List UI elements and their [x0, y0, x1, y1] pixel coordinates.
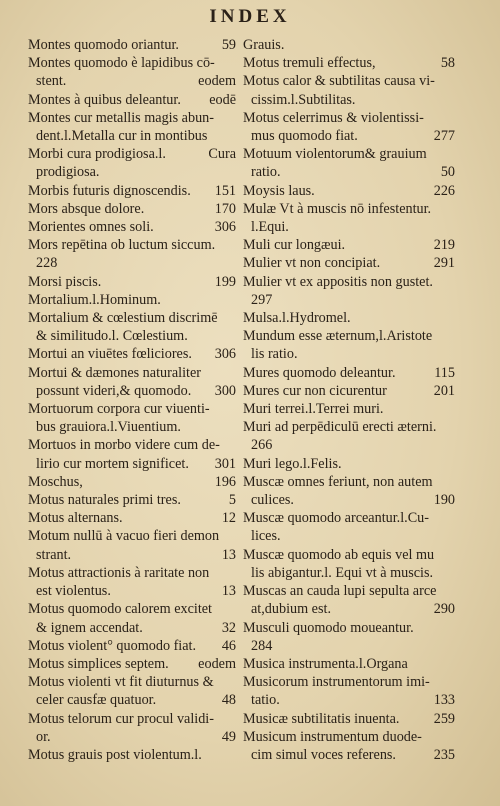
entry-text: Mortalium & cœlestium discrimē	[28, 310, 218, 327]
entry-text: est violentus.	[36, 583, 111, 600]
entry-text: stent.	[36, 73, 67, 90]
entry-text: Montes cur metallis magis abun-	[28, 109, 214, 126]
entry-text: Muscæ omnes feriunt, non autem	[243, 473, 433, 490]
entry-text: 228	[36, 255, 58, 272]
entry-page-number: 306	[214, 219, 236, 236]
entry-text: Mortuos in morbo videre cum de-	[28, 437, 220, 454]
index-entry	[28, 36, 236, 54]
index-column-right	[243, 36, 455, 764]
entry-text: Mortuorum corpora cur viuenti-	[28, 401, 210, 418]
entry-page-number: 196	[214, 473, 236, 490]
entry-page-number: 300	[214, 382, 236, 399]
entry-page-number: 115	[434, 364, 455, 381]
index-entry	[28, 418, 236, 436]
entry-text: Motus grauis post violentum.l.	[28, 746, 202, 763]
entry-text: Montes quomodo oriantur.	[28, 37, 179, 53]
entry-text: Morbis futuris dignoscendis.	[28, 182, 191, 199]
index-entry	[28, 400, 236, 418]
entry-text: Montes à quibus deleantur.	[28, 91, 181, 108]
entry-text: Motus simplices septem.	[28, 655, 169, 672]
index-entry	[28, 91, 236, 109]
entry-text: Mulsa.l.Hydromel.	[243, 310, 351, 327]
entry-text: Mors absque dolore.	[28, 200, 145, 217]
entry-page-number: 13	[221, 583, 236, 600]
entry-text: Mortui & dæmones naturaliter	[28, 364, 201, 381]
entry-text: Motus quomodo calorem excitet	[28, 601, 213, 618]
index-entry	[28, 527, 236, 545]
entry-text: Mures quomodo deleantur.	[243, 364, 396, 381]
entry-page-number: 48	[221, 692, 236, 709]
entry-page-number: 306	[214, 346, 236, 363]
entry-text: cim simul voces referens.	[251, 746, 396, 763]
entry-page-number: 235	[433, 746, 455, 763]
index-entry	[28, 455, 236, 473]
entry-text: Motus violenti vt fit diuturnus &	[28, 674, 214, 691]
index-entry	[28, 473, 236, 491]
index-entry	[28, 200, 236, 218]
entry-page-number: 170	[214, 200, 236, 217]
index-entry	[28, 345, 236, 363]
entry-text: possunt videri,& quomodo.	[36, 382, 192, 399]
entry-page-number: 259	[433, 710, 455, 727]
index-entry	[243, 400, 455, 418]
index-entry	[28, 546, 236, 564]
entry-text: Motus celerrimus & violentissi-	[243, 109, 424, 126]
entry-text: culices.	[251, 492, 294, 509]
entry-text: Mures cur non cicurentur	[243, 382, 387, 399]
entry-page-number: 58	[440, 55, 455, 72]
entry-text: Morientes omnes soli.	[28, 219, 154, 236]
entry-text: lirio cur mortem significet.	[36, 455, 189, 472]
entry-text: l.Equi.	[251, 219, 289, 236]
entry-text: tatio.	[251, 692, 280, 709]
entry-page-number: 49	[221, 728, 236, 745]
index-entry	[243, 728, 455, 746]
entry-text: Moysis laus.	[243, 182, 315, 199]
entry-text: Mulier vt non concipiat.	[243, 255, 381, 272]
entry-page-number: 277	[433, 128, 455, 145]
index-entry	[243, 109, 455, 127]
entry-text: Motus alternans.	[28, 510, 123, 527]
entry-text: bus grauiora.l.Viuentium.	[36, 419, 181, 436]
entry-text: Motuum violentorum& grauium	[243, 146, 427, 163]
index-entry	[243, 673, 455, 691]
index-entry	[28, 655, 236, 673]
index-entry	[28, 710, 236, 728]
entry-text: cissim.l.Subtilitas.	[251, 91, 356, 108]
entry-text: Motus telorum cur procul validi-	[28, 710, 214, 727]
entry-page-number: 190	[433, 492, 455, 509]
entry-text: Musica instrumenta.l.Organa	[243, 655, 408, 672]
entry-text: Mundum esse æternum,l.Aristote	[243, 328, 433, 345]
index-entry	[28, 327, 236, 345]
index-entry	[243, 619, 455, 637]
index-entry	[28, 236, 236, 254]
entry-text: Muscæ quomodo ab equis vel mu	[243, 546, 435, 563]
index-entry	[28, 491, 236, 509]
entry-text: Motus naturales primi tres.	[28, 492, 181, 509]
entry-page-number: 151	[214, 182, 236, 199]
entry-page-number: 50	[440, 164, 455, 181]
entry-text: 297	[251, 291, 273, 308]
index-entry	[243, 54, 455, 72]
index-entry	[243, 564, 455, 582]
entry-text: Motus calor & subtilitas causa vi-	[243, 73, 435, 90]
index-entry	[243, 418, 455, 436]
index-entry	[243, 382, 455, 400]
entry-text: Muscæ quomodo arceantur.l.Cu-	[243, 510, 429, 527]
entry-text: prodigiosa.	[36, 164, 100, 181]
index-entry	[243, 345, 455, 363]
entry-text: ratio.	[251, 164, 281, 181]
index-entry	[28, 600, 236, 618]
entry-page-number: 13	[221, 546, 236, 563]
index-entry	[28, 436, 236, 454]
entry-text: 284	[251, 637, 273, 654]
entry-page-number: 290	[433, 601, 455, 618]
index-entry	[28, 619, 236, 637]
index-entry	[243, 218, 455, 236]
index-entry	[243, 473, 455, 491]
entry-text: lis abigantur.l. Equi vt à muscis.	[251, 564, 434, 581]
entry-text: 266	[251, 437, 273, 454]
index-entry	[28, 291, 236, 309]
entry-text: lis ratio.	[251, 346, 298, 363]
entry-text: Morsi piscis.	[28, 273, 102, 290]
entry-text: Muri terrei.l.Terrei muri.	[243, 401, 384, 418]
index-entry	[28, 637, 236, 655]
index-entry	[243, 364, 455, 382]
index-entry	[28, 746, 236, 764]
index-entry	[243, 491, 455, 509]
index-entry	[28, 54, 236, 72]
index-entry	[243, 200, 455, 218]
entry-page-number: 59	[221, 37, 236, 53]
entry-text: Montes quomodo è lapidibus cō-	[28, 55, 215, 72]
entry-text: Muri ad perpēdiculū erecti æterni.	[243, 419, 437, 436]
entry-text: Musicorum instrumentorum imi-	[243, 674, 430, 691]
entry-page-number: 301	[214, 455, 236, 472]
index-entry	[243, 36, 455, 54]
index-entry	[28, 691, 236, 709]
entry-text: mus quomodo fiat.	[251, 128, 358, 145]
entry-text: Mulæ Vt à muscis nō infestentur.	[243, 200, 432, 217]
index-entry	[28, 382, 236, 400]
entry-text: Grauis.	[243, 37, 285, 53]
index-entry	[28, 673, 236, 691]
entry-text: Moschus,	[28, 473, 83, 490]
page-header-title: INDEX	[209, 6, 291, 27]
entry-text: strant.	[36, 546, 72, 563]
index-entry	[243, 72, 455, 90]
entry-page-number: 32	[221, 619, 236, 636]
index-entry	[243, 127, 455, 145]
entry-page-number: 219	[433, 237, 455, 254]
entry-text: Muscas an cauda lupi sepulta arce	[243, 583, 437, 600]
entry-text: Mulier vt ex appositis non gustet.	[243, 273, 433, 290]
entry-page-number: eodem	[198, 655, 236, 672]
entry-page-number: 133	[433, 692, 455, 709]
entry-text: Musicæ subtilitatis inuenta.	[243, 710, 400, 727]
index-entry	[28, 273, 236, 291]
index-entry	[243, 637, 455, 655]
entry-text: Mortui an viuētes fœliciores.	[28, 346, 192, 363]
index-entry	[243, 746, 455, 764]
index-entry	[28, 582, 236, 600]
index-entry	[28, 254, 236, 272]
index-entry	[28, 163, 236, 181]
entry-text: Morbi cura prodigiosa.l.	[28, 146, 166, 163]
entry-text: celer causfæ quatuor.	[36, 692, 157, 709]
entry-page-number: Cura	[208, 146, 236, 163]
index-entry	[243, 91, 455, 109]
entry-text: & ignem accendat.	[36, 619, 143, 636]
entry-text: Muri lego.l.Felis.	[243, 455, 342, 472]
entry-page-number: 5	[228, 492, 236, 509]
entry-text: or.	[36, 728, 51, 745]
entry-page-number: 46	[221, 637, 236, 654]
entry-text: dent.l.Metalla cur in montibus	[36, 128, 208, 145]
index-entry	[243, 655, 455, 673]
index-entry	[243, 145, 455, 163]
entry-page-number: 226	[433, 182, 455, 199]
index-entry	[28, 127, 236, 145]
index-entry	[243, 600, 455, 618]
entry-text: Mortalium.l.Hominum.	[28, 291, 161, 308]
index-entry	[243, 691, 455, 709]
entry-text: at,dubium est.	[251, 601, 331, 618]
index-entry	[243, 163, 455, 181]
entry-page-number: 201	[433, 382, 455, 399]
entry-page-number: 12	[221, 510, 236, 527]
entry-text: Muli cur longæui.	[243, 237, 346, 254]
entry-page-number: 291	[433, 255, 455, 272]
entry-text: Motus tremuli effectus,	[243, 55, 376, 72]
index-entry	[243, 710, 455, 728]
index-entry	[243, 309, 455, 327]
entry-page-number: eodem	[198, 73, 236, 90]
index-column-left	[28, 36, 236, 764]
index-entry	[243, 455, 455, 473]
entry-text: & similitudo.l. Cœlestium.	[36, 328, 188, 345]
entry-page-number: 199	[214, 273, 236, 290]
index-entry	[243, 273, 455, 291]
entry-page-number: eodē	[209, 91, 236, 108]
index-entry	[28, 218, 236, 236]
index-entry	[243, 291, 455, 309]
index-entry	[243, 509, 455, 527]
entry-text: lices.	[251, 528, 281, 545]
index-entry	[28, 564, 236, 582]
index-entry	[243, 236, 455, 254]
entry-text: Motus violent° quomodo fiat.	[28, 637, 197, 654]
index-entry	[243, 254, 455, 272]
index-entry	[243, 436, 455, 454]
index-entry	[28, 509, 236, 527]
entry-text: Musculi quomodo moueantur.	[243, 619, 414, 636]
index-entry	[28, 109, 236, 127]
index-entry	[243, 327, 455, 345]
entry-text: Musicum instrumentum duode-	[243, 728, 422, 745]
index-entry	[243, 582, 455, 600]
index-entry	[28, 309, 236, 327]
entry-text: Mors repētina ob luctum siccum.	[28, 237, 216, 254]
index-entry	[243, 527, 455, 545]
index-entry	[28, 364, 236, 382]
index-entry	[28, 728, 236, 746]
index-entry	[28, 145, 236, 163]
entry-text: Motum nullū à vacuo fieri demon	[28, 528, 220, 545]
index-entry	[28, 182, 236, 200]
index-entry	[243, 546, 455, 564]
entry-text: Motus attractionis à raritate non	[28, 564, 210, 581]
index-entry	[28, 72, 236, 90]
index-entry	[243, 182, 455, 200]
